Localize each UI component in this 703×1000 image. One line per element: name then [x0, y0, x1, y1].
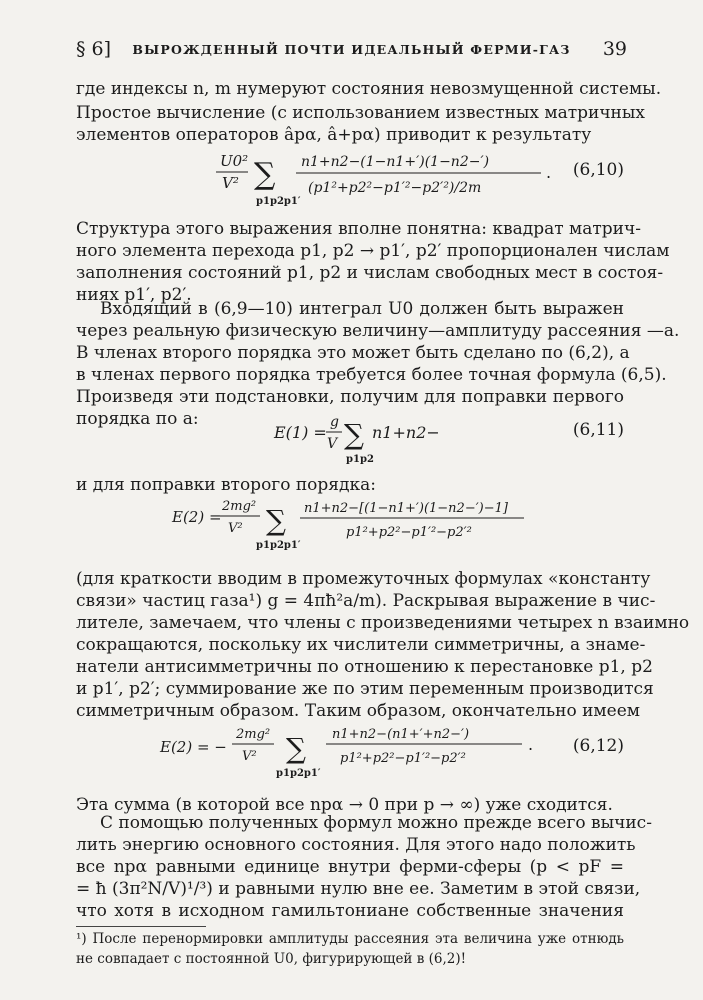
running-header	[76, 38, 627, 64]
text-line: ного элемента перехода p1, p2 → p1′, p2′ пропорционален числам	[76, 241, 670, 261]
sum-sign: ∑	[254, 157, 276, 192]
text-line: ниях p1′, p2′.	[76, 285, 192, 305]
text-line: Структура этого выражения вполне понятна: квадрат матрич-	[76, 219, 642, 239]
eq-numerator: n1+n2−(n1+′+n2−′)	[332, 727, 470, 742]
text-line: натели антисимметричны по отношению к перестановке p1, p2	[76, 657, 653, 677]
text-line: связи» частиц газа¹) g = 4πħ²a/m). Раскрывая выражение в чис-	[76, 591, 656, 611]
eq-frac-num: 2mg²	[222, 499, 257, 514]
period: .	[546, 163, 552, 182]
equation-second-order	[76, 496, 624, 556]
eq-body: n1+n2−	[372, 423, 440, 442]
text-line: и для поправки второго порядка:	[76, 475, 376, 495]
eq-prefactor-num: U0²	[220, 152, 249, 170]
eq-lhs: E(1) =	[274, 423, 327, 442]
equation-6-10	[76, 148, 624, 208]
eq-prefactor-den: V²	[222, 174, 239, 192]
text-line: в членах первого порядка требуется более точная формула (6,5).	[76, 365, 667, 385]
text-line: Входящий в (6,9—10) интеграл U0 должен быть выражен	[100, 299, 624, 319]
eq-denominator: p1²+p2²−p1′²−p2′²	[346, 525, 472, 540]
text-line: заполнения состояний p1, p2 и числам свободных мест в состоя-	[76, 263, 664, 283]
text-line: сокращаются, поскольку их числители симметричны, а знаме-	[76, 635, 646, 655]
footnote-line: ¹) После перенормировки амплитуды рассеяния эта величина уже отнюдь	[76, 931, 624, 947]
page-title: ВЫРОЖДЕННЫЙ ПОЧТИ ИДЕАЛЬНЫЙ ФЕРМИ-ГАЗ	[132, 42, 571, 57]
text-line: что хотя в исходном гамильтониане собственные значения	[76, 901, 624, 921]
equation-number: (6,10)	[572, 160, 624, 180]
sum-subscript: p1p2p1′	[276, 768, 321, 779]
period: .	[528, 735, 534, 754]
eq-frac-den: V²	[242, 749, 257, 764]
text-line: Простое вычисление (с использованием известных матричных	[76, 103, 646, 123]
footnote-line: не совпадает с постоянной U0, фигурирующей в (6,2)!	[76, 951, 467, 967]
text-line: Эта сумма (в которой все npα → 0 при p → ∞) уже сходится.	[76, 795, 613, 815]
sum-sign: ∑	[286, 732, 306, 765]
eq-frac-den: V	[327, 436, 338, 452]
section-ref: § 6]	[76, 38, 112, 60]
text-line: Произведя эти подстановки, получим для поправки первого	[76, 387, 624, 407]
eq-frac-num: g	[330, 414, 339, 430]
eq-numerator: n1+n2−(1−n1+′)(1−n2−′)	[301, 154, 490, 170]
equation-number: (6,11)	[572, 420, 624, 440]
text-line: все npα равными единице внутри ферми-сферы (p < pF =	[76, 857, 624, 877]
text-line: В членах второго порядка это может быть сделано по (6,2), а	[76, 343, 630, 363]
equation-6-11	[76, 408, 624, 468]
eq-numerator: n1+n2−[(1−n1+′)(1−n2−′)−1]	[304, 501, 508, 516]
text-line: через реальную физическую величину—амплитуду рассеяния —a.	[76, 321, 680, 341]
text-line: = ħ (3π²N/V)¹/³) и равными нулю вне ее. Заметим в этой связи,	[76, 879, 641, 899]
text-line: и p1′, p2′; суммирование же по этим переменным производится	[76, 679, 654, 699]
eq-denominator: p1²+p2²−p1′²−p2′²	[340, 751, 466, 766]
text-line: С помощью полученных формул можно прежде всего вычис-	[100, 813, 652, 833]
sum-sign: ∑	[266, 504, 286, 537]
eq-frac-den: V²	[228, 521, 243, 536]
sum-sign: ∑	[344, 418, 364, 451]
sum-subscript: p1p2	[346, 454, 374, 465]
text-line: лителе, замечаем, что члены с произведениями четырех n взаимно	[76, 613, 690, 633]
eq-lhs: E(2) =	[172, 508, 222, 526]
text-line: где индексы n, m нумеруют состояния невозмущенной системы.	[76, 79, 662, 99]
footnote-rule	[76, 926, 206, 927]
text-line: порядка по a:	[76, 409, 199, 429]
sum-subscript: p1p2p1′	[256, 196, 301, 207]
equation-6-12	[76, 722, 624, 782]
page-number: 39	[602, 38, 627, 60]
eq-denominator: (p1²+p2²−p1′²−p2′²)/2m	[308, 180, 482, 196]
equation-number: (6,12)	[572, 736, 624, 756]
text-line: симметричным образом. Таким образом, окончательно имеем	[76, 701, 640, 721]
text-line: (для краткости вводим в промежуточных формулах «константу	[76, 569, 651, 589]
eq-lhs: E(2) = −	[160, 738, 227, 756]
sum-subscript: p1p2p1′	[256, 540, 301, 551]
text-line: элементов операторов âpα, â+pα) приводит к результату	[76, 125, 592, 145]
text-line: лить энергию основного состояния. Для этого надо положить	[76, 835, 636, 855]
eq-frac-num: 2mg²	[236, 727, 271, 742]
